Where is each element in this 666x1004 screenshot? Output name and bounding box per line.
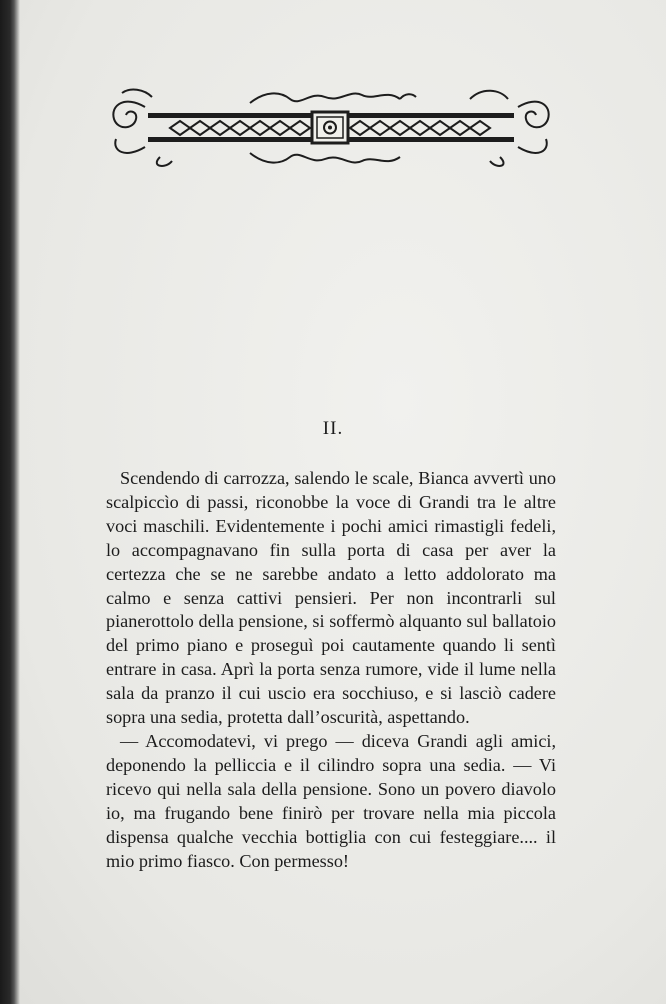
paragraph: Scendendo di carrozza, salendo le scale, Bianca avvertì uno scalpiccìo di passi, riconobbe la voce di Grandi tra le altre voci maschili. Evidentemente i pochi amici rimastigli fedeli, lo accompagnavano fin sulla porta di casa per aver la certezza che se ne sarebbe andato a letto addolorato ma calmo e senza cattivi pensieri. Per non incontrarli sul pianerottolo della pensione, si soffermò alquanto sul ballatoio del primo piano e proseguì poi cautamente quando li sentì entrare in casa. Aprì la porta senza rumore, vide il lume nella sala da pranzo il cui uscio era socchiuso, e si lasciò cadere sopra una sedia, protetta dall’oscurità, aspettando.: [106, 468, 556, 728]
ornamental-headpiece: [100, 85, 562, 170]
paragraph: — Accomodatevi, vi prego — diceva Grandi agli amici, deponendo la pelliccia e il cilindro sopra una sedia. — Vi ricevo qui nella sala della pensione. Sono un povero diavolo io, ma frugando bene finirò per trovare nella mia piccola dispensa qualche vecchia bottiglia con cui festeggiare.... il mio primo fiasco. Con permesso!: [106, 730, 556, 871]
binding-shadow: [0, 0, 20, 1004]
chapter-body: [106, 467, 556, 873]
chapter-number: II.: [322, 418, 344, 439]
